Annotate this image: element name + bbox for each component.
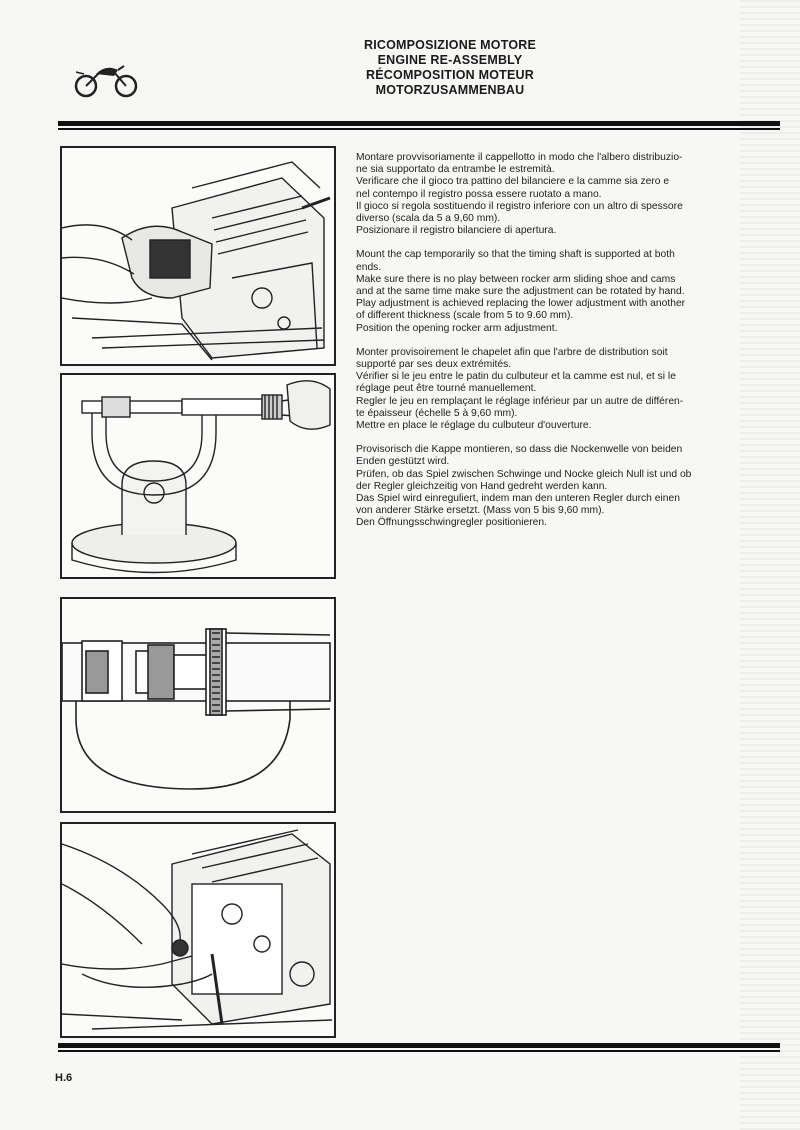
text-line: Das Spiel wird einreguliert, indem man den unteren Regler durch einen	[356, 493, 680, 505]
header-rule	[58, 121, 780, 130]
figure-2	[60, 373, 336, 579]
page-number: H.6	[55, 1072, 73, 1084]
text-line: von anderer Stärke ersetzt. (Mass von 5 bis 9,60 mm).	[356, 505, 605, 517]
text-line: Regler le jeu en remplaçant le réglage inférieur par un autre de différen-	[356, 395, 684, 407]
text-line: Posizionare il registro bilanciere di apertura.	[356, 225, 557, 237]
text-line: te épaisseur (échelle 5 à 9,60 mm).	[356, 407, 518, 419]
motorcycle-logo-icon	[70, 60, 142, 100]
text-line: and at the same time make sure the adjustment can be rotated by hand.	[356, 286, 685, 298]
footer-rule	[58, 1043, 780, 1052]
text-line: Enden gestützt wird.	[356, 456, 450, 468]
figure-4	[60, 822, 336, 1038]
text-line: Il gioco si regola sostituendo il registro inferiore con un altro di spessore	[356, 200, 683, 212]
figure-1	[60, 146, 336, 366]
micrometer-on-stand-illustration-icon	[62, 375, 334, 577]
text-line: Play adjustment is achieved replacing the lower adjustment with another	[356, 298, 686, 310]
text-line: Monter provisoirement le chapelet afin que l'arbre de distribution soit	[356, 346, 668, 358]
text-line: of different thickness (scale from 5 to 9.60 mm).	[356, 310, 574, 322]
text-line: Make sure there is no play between rocker arm sliding shoe and cams	[356, 273, 676, 285]
text-line: Mount the cap temporarily so that the timing shaft is supported at both	[356, 249, 675, 261]
text-line: Provisorisch die Kappe montieren, so dass die Nockenwelle von beiden	[356, 444, 683, 456]
text-line: Verificare che il gioco tra pattino del bilanciere e la camme sia zero e	[356, 176, 670, 188]
title-english: ENGINE RE-ASSEMBLY	[377, 53, 523, 67]
micrometer-detail-illustration-icon	[62, 599, 334, 811]
text-line: nel contempo il registro possa essere ruotato a mano.	[356, 188, 602, 200]
text-line: ends.	[356, 261, 382, 273]
rocker-adjustment-illustration-icon	[62, 824, 334, 1036]
text-line: Mettre en place le réglage du culbuteur d'ouverture.	[356, 420, 592, 432]
paragraph-english	[356, 249, 764, 334]
text-line: Vérifier si le jeu entre le patin du culbuteur et la camme est nul, et si le	[356, 371, 676, 383]
section-titles	[330, 38, 570, 98]
paragraph-german	[356, 444, 764, 529]
instruction-text	[356, 152, 764, 542]
title-french: RÉCOMPOSITION MOTEUR	[366, 68, 534, 82]
paragraph-italian	[356, 152, 764, 237]
text-line: réglage peut être tourné manuellement.	[356, 383, 537, 395]
text-line: ne sia supportato da entrambe le estremità.	[356, 164, 555, 176]
text-line: Position the opening rocker arm adjustment.	[356, 322, 558, 334]
text-line: Prüfen, ob das Spiel zwischen Schwinge und Nocke gleich Null ist und ob	[356, 468, 692, 480]
text-line: Montare provvisoriamente il cappellotto in modo che l'albero distribuzio-	[356, 152, 683, 163]
text-line: der Regler gleichzeitig von Hand gedreht werden kann.	[356, 480, 608, 492]
text-line: Den Öffnungsschwingregler positionieren.	[356, 517, 547, 529]
title-german: MOTORZUSAMMENBAU	[375, 83, 525, 97]
engine-cap-hand-illustration-icon	[62, 148, 334, 364]
title-italian: RICOMPOSIZIONE MOTORE	[363, 38, 537, 52]
figure-3	[60, 597, 336, 813]
paragraph-french	[356, 347, 764, 432]
text-line: diverso (scala da 5 a 9,60 mm).	[356, 213, 501, 225]
text-line: supporté par ses deux extrémités.	[356, 359, 512, 371]
